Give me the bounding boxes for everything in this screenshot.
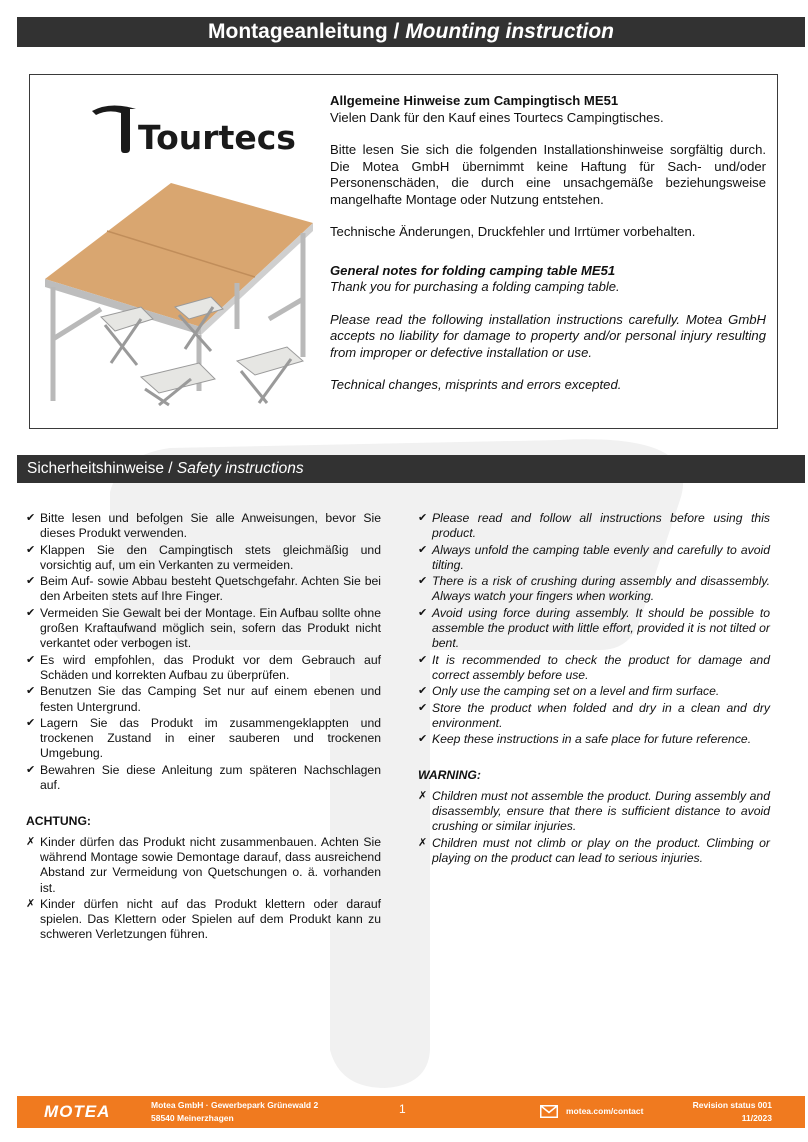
check-icon: ✔: [26, 606, 36, 619]
cross-icon: ✗: [418, 789, 428, 802]
list-item: ✔ Beim Auf- sowie Abbau besteht Quetschgefahr. Achten Sie bei den Arbeiten stets auf Ihre Finger.: [26, 574, 381, 604]
logo-text: Tourtecs: [138, 118, 296, 157]
page-number: 1: [399, 1102, 406, 1116]
check-icon: ✔: [418, 733, 428, 746]
check-icon: ✔: [26, 575, 36, 588]
intro-body-de: Bitte lesen Sie sich die folgenden Installationshinweise sorgfältig durch. Die Motea GmbH übernimmt keine Haftung für Sach- und/oder Personenschäden, die durch eine unsachgemäße beziehungsweise mangelhafte Montage oder Nutzung entstehen.: [330, 142, 766, 207]
list-item: ✔ Please read and follow all instructions before using this product.: [418, 511, 770, 541]
check-icon: ✔: [418, 543, 428, 556]
safety-column-en: [416, 511, 770, 867]
safety-list-en: [416, 511, 770, 747]
check-icon: ✔: [26, 653, 36, 666]
intro-note-de: Technische Änderungen, Druckfehler und Irrtümer vorbehalten.: [330, 224, 696, 239]
warning-list-en: [416, 789, 770, 866]
header-title-en: Mounting instruction: [405, 20, 614, 43]
page-header: [17, 17, 805, 47]
check-icon: ✔: [418, 653, 428, 666]
intro-thanks-de: Vielen Dank für den Kauf eines Tourtecs Campingtisches.: [330, 109, 664, 125]
intro-text: [330, 93, 766, 410]
check-icon: ✔: [418, 575, 428, 588]
list-item: ✔ Benutzen Sie das Camping Set nur auf einem ebenen und festen Untergrund.: [26, 684, 381, 714]
check-icon: ✔: [418, 512, 428, 524]
intro-note-en: Technical changes, misprints and errors excepted.: [330, 377, 622, 392]
list-item: ✔ Bewahren Sie diese Anleitung zum späteren Nachschlagen auf.: [26, 762, 381, 793]
list-item: ✗ Kinder dürfen das Produkt nicht zusammenbauen. Achten Sie während Montage sowie Demontage darauf, dass ausreichend Abstand zur Vermeidung von Quetschungen o. ä. vorhanden ist.: [26, 834, 381, 895]
list-item: ✔ There is a risk of crushing during assembly and disassembly. Always watch your fingers when working.: [418, 574, 770, 604]
list-item: ✔ Only use the camping set on a level and firm surface.: [418, 684, 720, 699]
check-icon: ✔: [26, 716, 36, 729]
list-item: ✔ Avoid using force during assembly. It should be possible to assemble the product with little effort, provided it is not tilted or bent.: [418, 605, 770, 651]
list-item: ✔ Lagern Sie das Produkt im zusammengeklappten und trockenen Zustand in einer sauberen und trockenen Umgebung.: [26, 715, 381, 761]
mail-icon: [540, 1105, 558, 1118]
camping-table-image: [41, 179, 317, 407]
safety-list-de: [24, 511, 381, 793]
intro-title-en: General notes for folding camping table ME51: [330, 262, 616, 278]
warning-heading-en: WARNING:: [418, 768, 481, 783]
motea-logo: MOTEA: [44, 1102, 111, 1121]
list-item: ✔ Es wird empfohlen, das Produkt vor dem Gebrauch auf Schäden und korrekten Aufbau zu überprüfen.: [26, 652, 381, 682]
contact-link[interactable]: motea.com/contact: [566, 1106, 644, 1116]
header-title-de: Montageanleitung /: [208, 20, 406, 43]
intro-thanks-en: Thank you for purchasing a folding camping table.: [330, 279, 620, 294]
safety-header: [17, 455, 805, 483]
safety-header-de: Sicherheitshinweise /: [27, 460, 177, 477]
list-item: ✔ Bitte lesen und befolgen Sie alle Anweisungen, bevor Sie dieses Produkt verwenden.: [26, 511, 381, 541]
list-item: ✗ Kinder dürfen nicht auf das Produkt klettern oder darauf spielen. Das Klettern oder Spielen auf dem Produkt kann zu schweren Verletzungen führen.: [26, 896, 381, 942]
list-item: ✔ It is recommended to check the product for damage and correct assembly before use.: [418, 652, 770, 682]
revision-status: Revision status 001 11/2023: [692, 1100, 772, 1123]
check-icon: ✔: [26, 512, 36, 524]
check-icon: ✔: [418, 701, 428, 714]
tourtecs-logo: [90, 97, 296, 157]
check-icon: ✔: [418, 685, 428, 698]
list-item: ✔ Always unfold the camping table evenly and carefully to avoid tilting.: [418, 542, 770, 572]
intro-box: [29, 74, 778, 429]
intro-title-de: Allgemeine Hinweise zum Campingtisch ME51: [330, 93, 619, 108]
company-address: Motea GmbH · Gewerbepark Grünewald 2 58540 Meinerzhagen: [151, 1100, 319, 1123]
warning-list-de: [24, 835, 381, 943]
page-footer: [17, 1096, 805, 1128]
check-icon: ✔: [26, 685, 36, 698]
list-item: ✔ Keep these instructions in a safe place for future reference.: [418, 732, 752, 747]
safety-header-en: Safety instructions: [176, 460, 304, 477]
list-item: ✔ Store the product when folded and dry in a clean and dry environment.: [418, 700, 770, 730]
safety-column-de: [24, 511, 381, 944]
cross-icon: ✗: [26, 897, 36, 910]
list-item: ✗ Children must not climb or play on the product. Climbing or playing on the product can lead to serious injuries.: [418, 835, 770, 865]
cross-icon: ✗: [26, 835, 36, 848]
check-icon: ✔: [26, 543, 36, 556]
check-icon: ✔: [26, 763, 36, 776]
intro-body-en: Please read the following installation instructions carefully. Motea GmbH accepts no liability for damage to property and/or personal injury resulting from improper or defective installation or use.: [330, 311, 766, 360]
list-item: ✔ Vermeiden Sie Gewalt bei der Montage. Ein Aufbau sollte ohne großen Kraftaufwand möglich sein, sofern das Produkt nicht verkantet oder verbogen ist.: [26, 605, 381, 651]
check-icon: ✔: [418, 606, 428, 619]
list-item: ✔ Klappen Sie den Campingtisch stets gleichmäßig und vorsichtig auf, um ein Verkanten zu vermeiden.: [26, 542, 381, 572]
list-item: ✗ Children must not assemble the product. During assembly and disassembly, ensure that there is sufficient distance to avoid crushing or similar injuries.: [418, 788, 770, 834]
cross-icon: ✗: [418, 836, 428, 849]
warning-heading-de: ACHTUNG:: [26, 814, 91, 829]
